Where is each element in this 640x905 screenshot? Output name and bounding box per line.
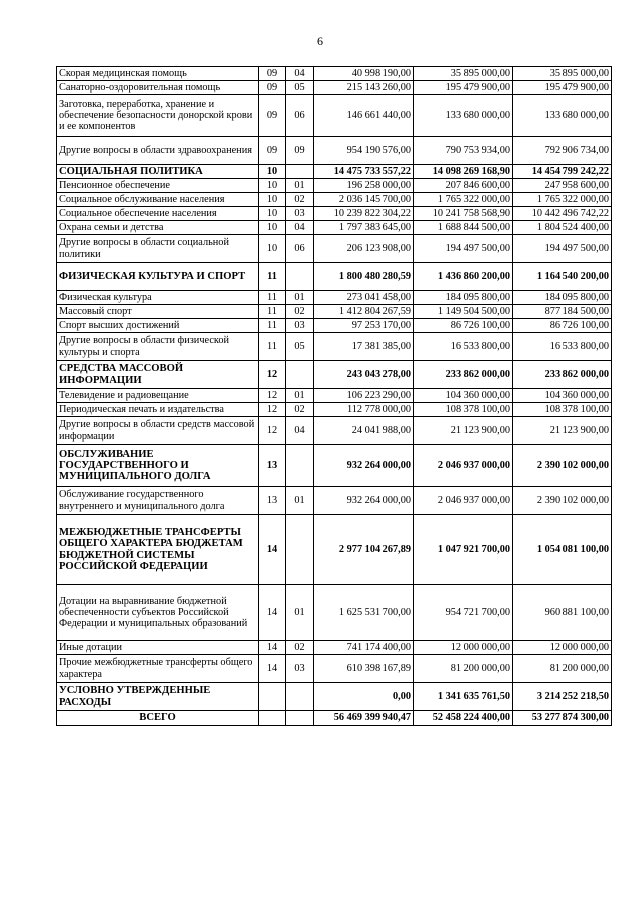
row-section-cell: 14 — [259, 515, 286, 585]
row-subsection-cell: 06 — [286, 95, 314, 137]
row-subsection-cell: 01 — [286, 389, 314, 403]
row-value-1-cell: 273 041 458,00 — [314, 291, 414, 305]
row-subsection-cell: 03 — [286, 319, 314, 333]
row-name-cell: МЕЖБЮДЖЕТНЫЕ ТРАНСФЕРТЫ ОБЩЕГО ХАРАКТЕРА БЮДЖЕТАМ БЮДЖЕТНОЙ СИСТЕМЫ РОССИЙСКОЙ ФЕДЕРАЦИИ — [57, 515, 259, 585]
row-name-cell: СОЦИАЛЬНАЯ ПОЛИТИКА — [57, 165, 259, 179]
row-value-1-cell: 106 223 290,00 — [314, 389, 414, 403]
row-value-3-cell: 792 906 734,00 — [513, 137, 612, 165]
row-value-1-cell: 2 977 104 267,89 — [314, 515, 414, 585]
row-value-3-cell: 2 390 102 000,00 — [513, 487, 612, 515]
row-value-2-cell: 104 360 000,00 — [414, 389, 513, 403]
row-value-2-cell: 10 241 758 568,90 — [414, 207, 513, 221]
row-value-3-cell: 3 214 252 218,50 — [513, 683, 612, 711]
row-value-1-cell: 1 625 531 700,00 — [314, 585, 414, 641]
table-row — [57, 585, 612, 641]
row-name-cell: Телевидение и радиовещание — [57, 389, 259, 403]
row-value-1-cell: 610 398 167,89 — [314, 655, 414, 683]
row-section-cell: 10 — [259, 207, 286, 221]
row-value-2-cell: 133 680 000,00 — [414, 95, 513, 137]
row-subsection-cell: 06 — [286, 235, 314, 263]
row-value-2-cell: 1 047 921 700,00 — [414, 515, 513, 585]
section-row — [57, 515, 612, 585]
row-value-2-cell: 14 098 269 168,90 — [414, 165, 513, 179]
row-value-2-cell: 1 341 635 761,50 — [414, 683, 513, 711]
total-subsection-cell — [286, 711, 314, 726]
row-value-2-cell: 108 378 100,00 — [414, 403, 513, 417]
row-subsection-cell: 02 — [286, 193, 314, 207]
row-value-2-cell: 954 721 700,00 — [414, 585, 513, 641]
row-subsection-cell: 05 — [286, 333, 314, 361]
section-row — [57, 263, 612, 291]
row-section-cell: 12 — [259, 403, 286, 417]
row-value-3-cell: 1 765 322 000,00 — [513, 193, 612, 207]
row-section-cell: 11 — [259, 291, 286, 305]
row-name-cell: Физическая культура — [57, 291, 259, 305]
row-value-1-cell: 196 258 000,00 — [314, 179, 414, 193]
table-row — [57, 641, 612, 655]
table-row — [57, 67, 612, 81]
row-value-3-cell: 21 123 900,00 — [513, 417, 612, 445]
row-name-cell: СРЕДСТВА МАССОВОЙ ИНФОРМАЦИИ — [57, 361, 259, 389]
row-name-cell: Пенсионное обеспечение — [57, 179, 259, 193]
row-value-1-cell: 97 253 170,00 — [314, 319, 414, 333]
row-value-3-cell: 184 095 800,00 — [513, 291, 612, 305]
row-subsection-cell — [286, 165, 314, 179]
row-value-1-cell: 932 264 000,00 — [314, 487, 414, 515]
row-subsection-cell: 01 — [286, 585, 314, 641]
row-section-cell: 10 — [259, 165, 286, 179]
table-row — [57, 305, 612, 319]
table-row — [57, 417, 612, 445]
row-name-cell: Другие вопросы в области физической культуры и спорта — [57, 333, 259, 361]
row-name-cell: ФИЗИЧЕСКАЯ КУЛЬТУРА И СПОРТ — [57, 263, 259, 291]
table-row — [57, 235, 612, 263]
table-row — [57, 389, 612, 403]
row-subsection-cell: 04 — [286, 221, 314, 235]
total-value-3-cell: 53 277 874 300,00 — [513, 711, 612, 726]
row-value-2-cell: 1 765 322 000,00 — [414, 193, 513, 207]
row-value-2-cell: 790 753 934,00 — [414, 137, 513, 165]
budget-table-body — [57, 67, 612, 726]
row-value-1-cell: 17 381 385,00 — [314, 333, 414, 361]
row-section-cell: 10 — [259, 179, 286, 193]
row-value-2-cell: 21 123 900,00 — [414, 417, 513, 445]
row-value-3-cell: 233 862 000,00 — [513, 361, 612, 389]
row-value-1-cell: 1 412 804 267,59 — [314, 305, 414, 319]
row-value-2-cell: 2 046 937 000,00 — [414, 487, 513, 515]
row-subsection-cell: 01 — [286, 487, 314, 515]
row-value-3-cell: 960 881 100,00 — [513, 585, 612, 641]
row-subsection-cell: 05 — [286, 81, 314, 95]
row-value-1-cell: 932 264 000,00 — [314, 445, 414, 487]
row-section-cell: 12 — [259, 417, 286, 445]
row-value-2-cell: 16 533 800,00 — [414, 333, 513, 361]
row-name-cell: Массовый спорт — [57, 305, 259, 319]
table-row — [57, 193, 612, 207]
row-name-cell: УСЛОВНО УТВЕРЖДЕННЫЕ РАСХОДЫ — [57, 683, 259, 711]
row-section-cell: 09 — [259, 81, 286, 95]
row-name-cell: Дотации на выравнивание бюджетной обеспеченности субъектов Российской Федерации и муниципальных образований — [57, 585, 259, 641]
row-value-3-cell: 1 804 524 400,00 — [513, 221, 612, 235]
row-value-3-cell: 133 680 000,00 — [513, 95, 612, 137]
row-section-cell: 14 — [259, 641, 286, 655]
row-value-1-cell: 1 797 383 645,00 — [314, 221, 414, 235]
table-row — [57, 137, 612, 165]
row-value-1-cell: 2 036 145 700,00 — [314, 193, 414, 207]
row-value-3-cell: 1 054 081 100,00 — [513, 515, 612, 585]
row-value-3-cell: 86 726 100,00 — [513, 319, 612, 333]
row-name-cell: Прочие межбюджетные трансферты общего характера — [57, 655, 259, 683]
row-subsection-cell — [286, 445, 314, 487]
row-section-cell: 11 — [259, 319, 286, 333]
table-row — [57, 487, 612, 515]
row-value-2-cell: 81 200 000,00 — [414, 655, 513, 683]
section-row — [57, 445, 612, 487]
row-subsection-cell — [286, 263, 314, 291]
row-value-1-cell: 1 800 480 280,59 — [314, 263, 414, 291]
page-number: 6 — [317, 34, 323, 48]
row-subsection-cell: 01 — [286, 291, 314, 305]
row-section-cell: 11 — [259, 333, 286, 361]
row-name-cell: Обслуживание государственного внутреннего и муниципального долга — [57, 487, 259, 515]
table-row — [57, 319, 612, 333]
row-value-3-cell: 108 378 100,00 — [513, 403, 612, 417]
row-value-1-cell: 146 661 440,00 — [314, 95, 414, 137]
budget-table — [56, 66, 612, 726]
row-value-2-cell: 86 726 100,00 — [414, 319, 513, 333]
row-section-cell: 09 — [259, 95, 286, 137]
row-subsection-cell: 03 — [286, 655, 314, 683]
row-name-cell: ОБСЛУЖИВАНИЕ ГОСУДАРСТВЕННОГО И МУНИЦИПАЛЬНОГО ДОЛГА — [57, 445, 259, 487]
row-value-1-cell: 10 239 822 304,22 — [314, 207, 414, 221]
row-name-cell: Санаторно-оздоровительная помощь — [57, 81, 259, 95]
row-name-cell: Скорая медицинская помощь — [57, 67, 259, 81]
row-value-3-cell: 35 895 000,00 — [513, 67, 612, 81]
total-row — [57, 711, 612, 726]
row-value-2-cell: 2 046 937 000,00 — [414, 445, 513, 487]
row-section-cell: 13 — [259, 487, 286, 515]
row-name-cell: Социальное обслуживание населения — [57, 193, 259, 207]
row-name-cell: Иные дотации — [57, 641, 259, 655]
row-section-cell: 13 — [259, 445, 286, 487]
row-value-3-cell: 1 164 540 200,00 — [513, 263, 612, 291]
row-value-2-cell: 194 497 500,00 — [414, 235, 513, 263]
row-section-cell — [259, 683, 286, 711]
row-section-cell: 14 — [259, 585, 286, 641]
row-value-3-cell: 12 000 000,00 — [513, 641, 612, 655]
row-subsection-cell: 03 — [286, 207, 314, 221]
row-value-2-cell: 184 095 800,00 — [414, 291, 513, 305]
row-subsection-cell: 02 — [286, 641, 314, 655]
row-value-3-cell: 16 533 800,00 — [513, 333, 612, 361]
row-value-3-cell: 81 200 000,00 — [513, 655, 612, 683]
row-value-3-cell: 194 497 500,00 — [513, 235, 612, 263]
row-name-cell: Социальное обеспечение населения — [57, 207, 259, 221]
row-value-3-cell: 14 454 799 242,22 — [513, 165, 612, 179]
total-value-1-cell: 56 469 399 940,47 — [314, 711, 414, 726]
row-value-1-cell: 24 041 988,00 — [314, 417, 414, 445]
row-section-cell: 10 — [259, 221, 286, 235]
row-section-cell: 14 — [259, 655, 286, 683]
section-row — [57, 361, 612, 389]
row-value-3-cell: 10 442 496 742,22 — [513, 207, 612, 221]
row-name-cell: Заготовка, переработка, хранение и обеспечение безопасности донорской крови и ее компонентов — [57, 95, 259, 137]
total-label-cell: ВСЕГО — [57, 711, 259, 726]
table-row — [57, 333, 612, 361]
table-row — [57, 403, 612, 417]
row-name-cell: Спорт высших достижений — [57, 319, 259, 333]
row-value-1-cell: 112 778 000,00 — [314, 403, 414, 417]
row-value-2-cell: 233 862 000,00 — [414, 361, 513, 389]
row-value-1-cell: 741 174 400,00 — [314, 641, 414, 655]
row-name-cell: Периодическая печать и издательства — [57, 403, 259, 417]
row-name-cell: Охрана семьи и детства — [57, 221, 259, 235]
row-value-1-cell: 40 998 190,00 — [314, 67, 414, 81]
row-section-cell: 09 — [259, 137, 286, 165]
row-value-3-cell: 877 184 500,00 — [513, 305, 612, 319]
table-row — [57, 95, 612, 137]
row-value-2-cell: 1 436 860 200,00 — [414, 263, 513, 291]
row-value-3-cell: 104 360 000,00 — [513, 389, 612, 403]
table-row — [57, 291, 612, 305]
row-section-cell: 11 — [259, 263, 286, 291]
row-subsection-cell: 04 — [286, 417, 314, 445]
row-name-cell: Другие вопросы в области средств массовой информации — [57, 417, 259, 445]
row-value-2-cell: 35 895 000,00 — [414, 67, 513, 81]
row-value-1-cell: 215 143 260,00 — [314, 81, 414, 95]
table-row — [57, 81, 612, 95]
total-section-cell — [259, 711, 286, 726]
section-row — [57, 165, 612, 179]
row-section-cell: 10 — [259, 193, 286, 207]
table-row — [57, 207, 612, 221]
row-section-cell: 12 — [259, 361, 286, 389]
total-value-2-cell: 52 458 224 400,00 — [414, 711, 513, 726]
row-section-cell: 10 — [259, 235, 286, 263]
row-value-3-cell: 195 479 900,00 — [513, 81, 612, 95]
table-row — [57, 179, 612, 193]
row-value-1-cell: 954 190 576,00 — [314, 137, 414, 165]
row-value-1-cell: 206 123 908,00 — [314, 235, 414, 263]
row-value-2-cell: 12 000 000,00 — [414, 641, 513, 655]
row-value-3-cell: 2 390 102 000,00 — [513, 445, 612, 487]
section-row — [57, 683, 612, 711]
table-row — [57, 221, 612, 235]
row-section-cell: 11 — [259, 305, 286, 319]
row-value-1-cell: 243 043 278,00 — [314, 361, 414, 389]
row-value-3-cell: 247 958 600,00 — [513, 179, 612, 193]
row-subsection-cell — [286, 361, 314, 389]
row-section-cell: 09 — [259, 67, 286, 81]
row-subsection-cell: 02 — [286, 403, 314, 417]
row-subsection-cell: 02 — [286, 305, 314, 319]
row-value-2-cell: 195 479 900,00 — [414, 81, 513, 95]
row-subsection-cell: 04 — [286, 67, 314, 81]
row-subsection-cell: 01 — [286, 179, 314, 193]
row-value-2-cell: 207 846 600,00 — [414, 179, 513, 193]
row-section-cell: 12 — [259, 389, 286, 403]
row-value-2-cell: 1 149 504 500,00 — [414, 305, 513, 319]
row-subsection-cell — [286, 515, 314, 585]
row-value-2-cell: 1 688 844 500,00 — [414, 221, 513, 235]
row-name-cell: Другие вопросы в области здравоохранения — [57, 137, 259, 165]
table-row — [57, 655, 612, 683]
row-subsection-cell — [286, 683, 314, 711]
row-name-cell: Другие вопросы в области социальной политики — [57, 235, 259, 263]
row-value-1-cell: 0,00 — [314, 683, 414, 711]
row-subsection-cell: 09 — [286, 137, 314, 165]
row-value-1-cell: 14 475 733 557,22 — [314, 165, 414, 179]
